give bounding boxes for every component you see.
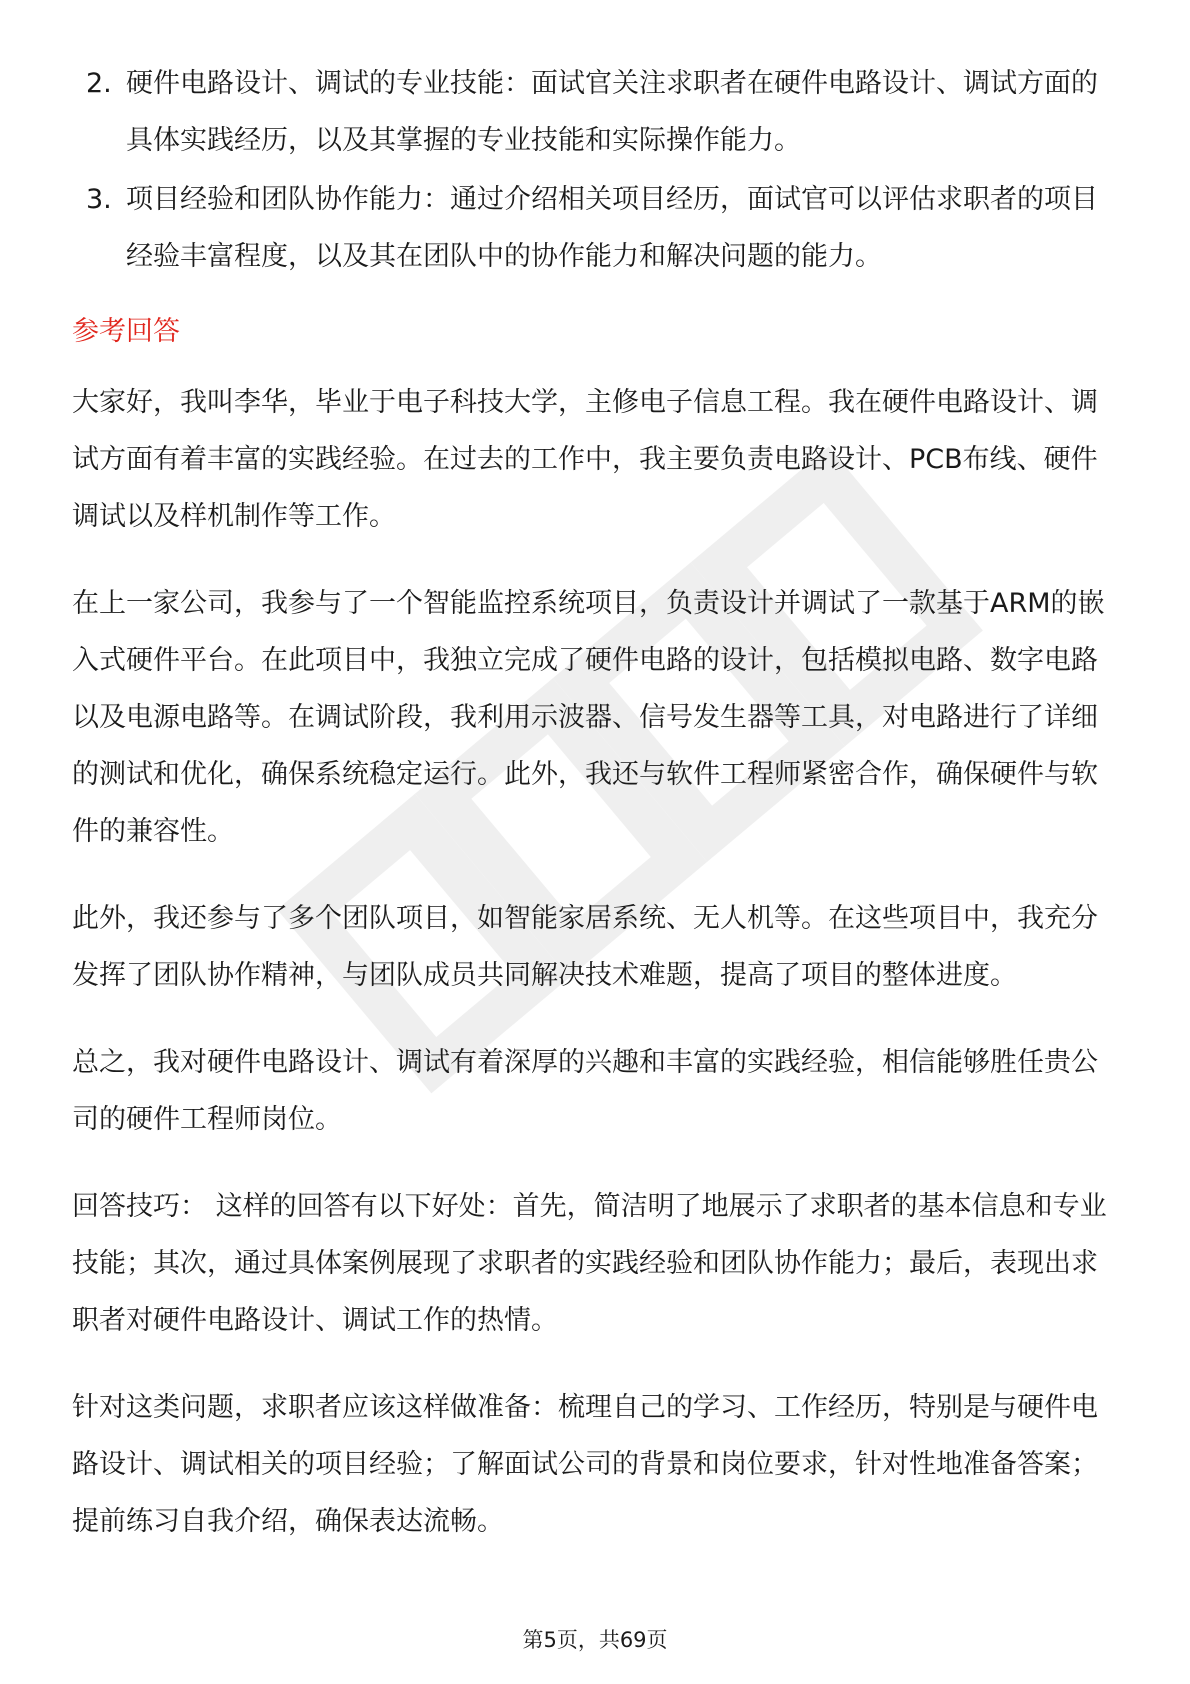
paragraph: 回答技巧： 这样的回答有以下好处：首先，简洁明了地展示了求职者的基本信息和专业技能；其次，通过具体案例展现了求职者的实践经验和团队协作能力；最后，表现出求职者对硬件电路设计、调试工作的热情。: [72, 1191, 1107, 1336]
page-footer: 第5页，共69页: [522, 1628, 668, 1652]
criteria-list: [72, 55, 1122, 285]
paragraph: 针对这类问题，求职者应该这样做准备：梳理自己的学习、工作经历，特别是与硬件电路设计、调试相关的项目经验；了解面试公司的背景和岗位要求，针对性地准备答案；提前练习自我介绍，确保表达流畅。: [72, 1392, 1098, 1537]
list-number: 3.: [86, 184, 112, 215]
list-text: 项目经验和团队协作能力：通过介绍相关项目经历，面试官可以评估求职者的项目经验丰富程度，以及其在团队中的协作能力和解决问题的能力。: [126, 184, 1098, 272]
list-item: [72, 55, 1122, 169]
paragraph: 大家好，我叫李华，毕业于电子科技大学，主修电子信息工程。我在硬件电路设计、调试方面有着丰富的实践经验。在过去的工作中，我主要负责电路设计、PCB布线、硬件调试以及样机制作等工作。: [72, 387, 1098, 532]
paragraph: 总之，我对硬件电路设计、调试有着深厚的兴趣和丰富的实践经验，相信能够胜任贵公司的硬件工程师岗位。: [72, 1047, 1098, 1135]
paragraph: 此外，我还参与了多个团队项目，如智能家居系统、无人机等。在这些项目中，我充分发挥了团队协作精神，与团队成员共同解决技术难题，提高了项目的整体进度。: [72, 903, 1098, 991]
section-heading: 参考回答: [72, 316, 180, 347]
list-text: 硬件电路设计、调试的专业技能：面试官关注求职者在硬件电路设计、调试方面的具体实践经历，以及其掌握的专业技能和实际操作能力。: [126, 68, 1098, 156]
paragraph: 在上一家公司，我参与了一个智能监控系统项目，负责设计并调试了一款基于ARM的嵌入式硬件平台。在此项目中，我独立完成了硬件电路的设计，包括模拟电路、数字电路以及电源电路等。在调试阶段，我利用示波器、信号发生器等工具，对电路进行了详细的测试和优化，确保系统稳定运行。此外，我还与软件工程师紧密合作，确保硬件与软件的兼容性。: [72, 588, 1105, 847]
list-item: [72, 171, 1122, 285]
list-number: 2.: [86, 68, 112, 99]
document-page: [72, 55, 1122, 1580]
